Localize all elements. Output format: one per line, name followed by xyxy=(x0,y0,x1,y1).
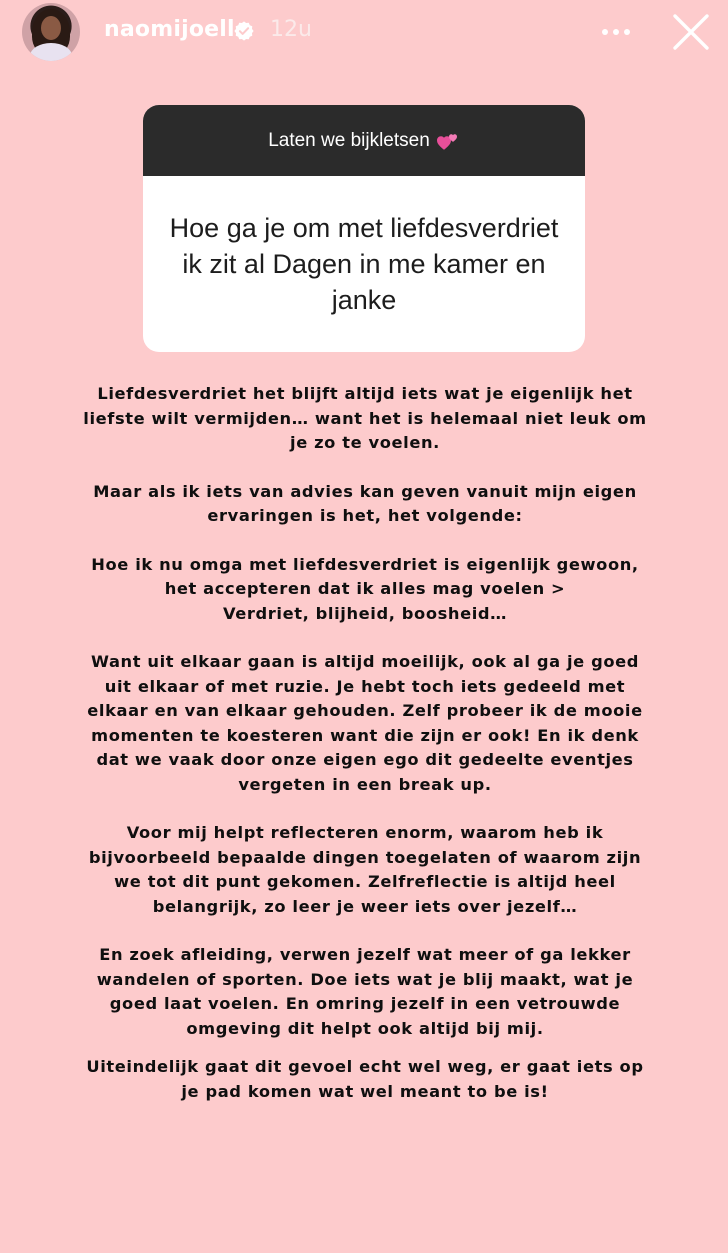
avatar[interactable] xyxy=(22,3,80,61)
answer-paragraph: Want uit elkaar gaan is altijd moeilijk, ook al ga je goed uit elkaar of met ruzie. Je hebt toch iets gedeeld met elkaar en van elkaar gehouden. Zelf probeer ik de mooie momenten te koesteren want die zijn er ook! En ik denk dat we vaak door onze eigen ego dit gedeelte eventjes vergeten in een break up. xyxy=(87,652,643,794)
two-hearts-icon xyxy=(436,131,460,151)
post-time: 12u xyxy=(270,17,312,42)
more-dot xyxy=(602,29,608,35)
close-icon[interactable] xyxy=(670,11,712,53)
story-header xyxy=(0,0,728,70)
more-options-button[interactable] xyxy=(596,18,636,46)
question-sticker-header xyxy=(143,105,585,176)
question-text: Hoe ga je om met liefdesverdriet ik zit al Dagen in me kamer en janke xyxy=(169,213,559,315)
answer-paragraph: Maar als ik iets van advies kan geven vanuit mijn eigen ervaringen is het, het volgende: xyxy=(93,481,637,525)
answer-paragraph: Hoe ik nu omga met liefdesverdriet is eigenlijk gewoon, het accepteren dat ik alles mag voelen > Verdriet, blijheid, boosheid… xyxy=(91,554,639,623)
answer-paragraph: Liefdesverdriet het blijft altijd iets wat je eigenlijk het liefste wilt vermijden… want het is helemaal niet leuk om je zo te voelen. xyxy=(83,384,647,452)
answer-paragraph: Voor mij helpt reflecteren enorm, waarom heb ik bijvoorbeeld bepaalde dingen toegelaten of waarom zijn we tot dit punt gekomen. Zelfreflectie is altijd heel belangrijk, zo leer je weer iets over jezelf… xyxy=(88,823,642,916)
answer-text xyxy=(70,382,660,1128)
more-dot xyxy=(613,29,619,35)
answer-paragraph: Uiteindelijk gaat dit gevoel echt wel weg, er gaat iets op je pad komen wat wel meant to be is! xyxy=(86,1057,644,1101)
question-sticker-title: Laten we bijkletsen xyxy=(268,129,430,151)
answer-paragraph: En zoek afleiding, verwen jezelf wat meer of ga lekker wandelen of sporten. Doe iets wat je blij maakt, wat je goed laat voelen. En omring jezelf in een vetrouwde omgeving dit helpt ook altijd bij mij. xyxy=(96,945,634,1038)
username[interactable]: naomijoell xyxy=(104,17,235,42)
verified-badge-icon xyxy=(233,20,255,42)
avatar-face xyxy=(41,16,61,40)
more-dot xyxy=(624,29,630,35)
question-sticker xyxy=(143,105,585,352)
